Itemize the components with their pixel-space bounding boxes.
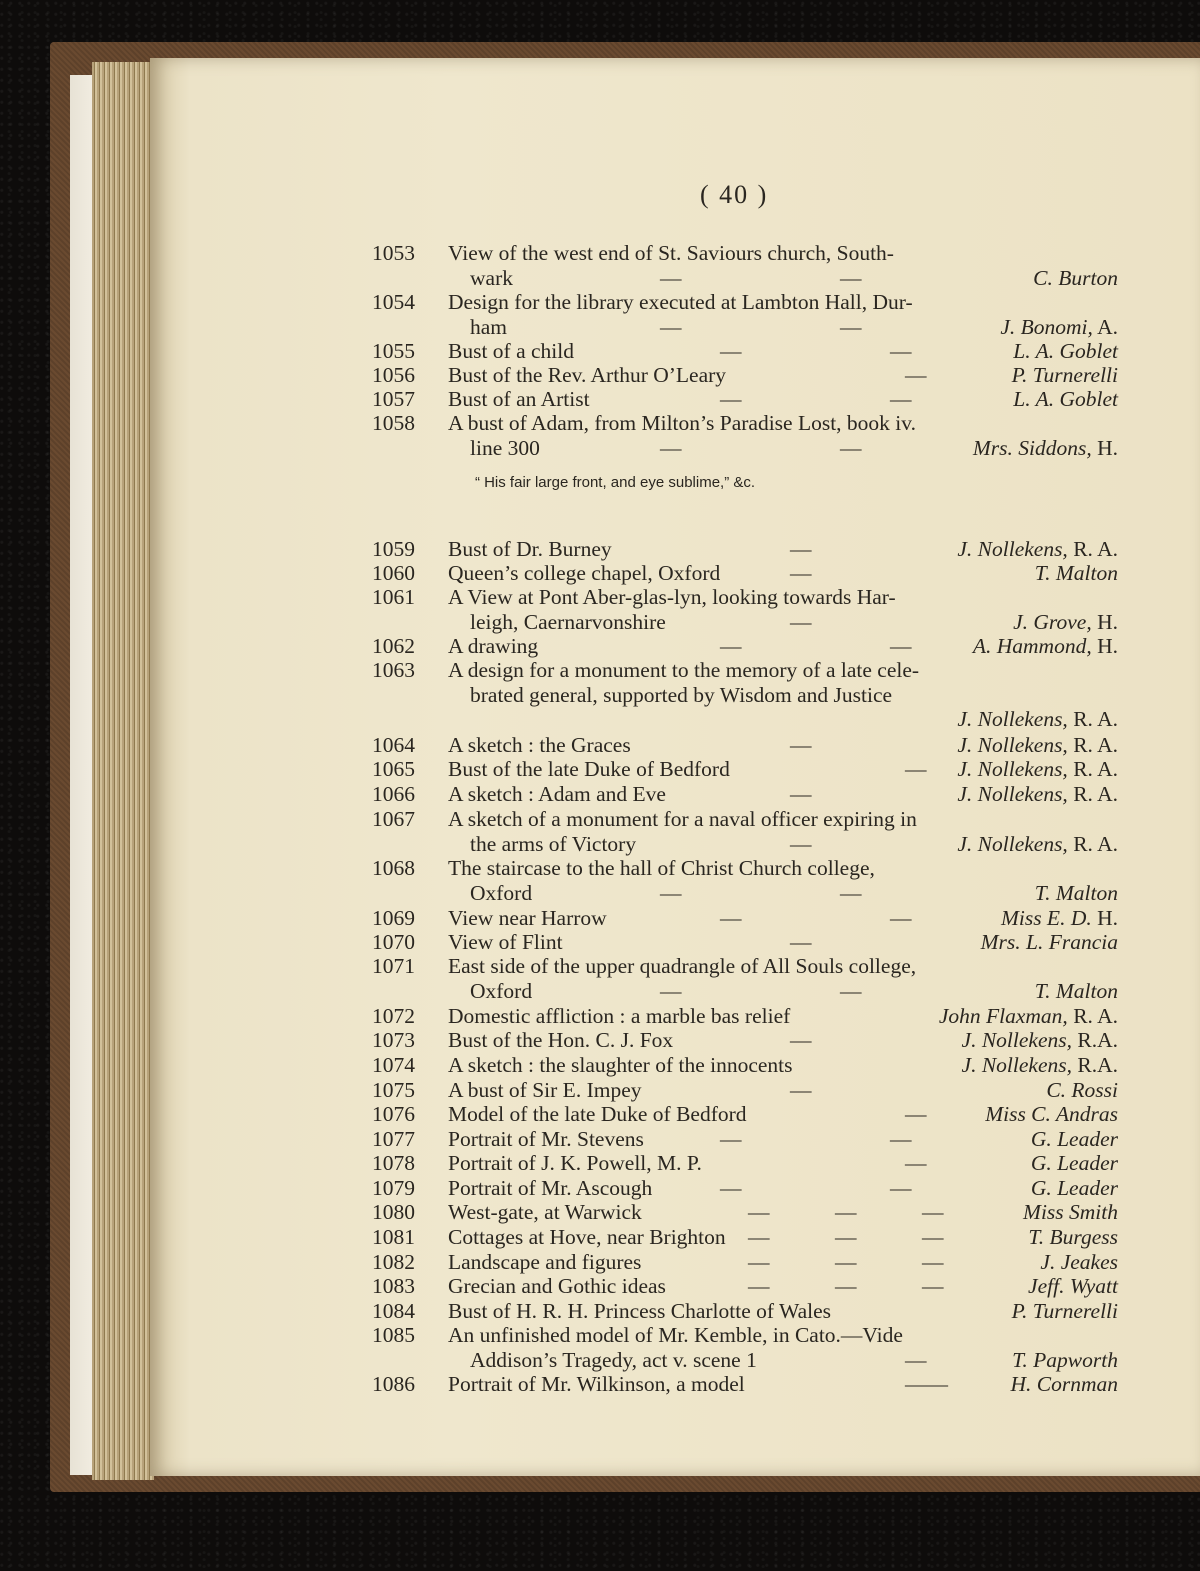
artist-rank: H.: [1091, 906, 1118, 930]
entry-title: East side of the upper quadrangle of All Souls college,: [448, 954, 917, 978]
entry-line: [0, 806, 1200, 832]
entry-number: 1078: [372, 1151, 415, 1175]
leader-dash: —: [922, 1274, 944, 1298]
entry-artist: [1012, 1298, 1118, 1324]
entry-line: [0, 855, 1200, 881]
leader-dash: —: [720, 1127, 742, 1151]
entry-number: 1085: [372, 1323, 415, 1347]
leader-dash: —: [748, 1200, 770, 1224]
entry-number: 1053: [372, 241, 415, 265]
artist-name: L. A. Goblet: [1013, 387, 1118, 411]
entry-artist-line: [0, 560, 1200, 586]
leader-dash: —: [660, 978, 682, 1003]
entry-artist-line: [0, 1003, 1200, 1029]
entry-artist-line: [0, 1101, 1200, 1127]
artist-name: G. Leader: [1030, 1151, 1118, 1175]
entry-artist-line: [0, 1199, 1200, 1225]
entry-title: the arms of Victory: [470, 831, 637, 856]
entry-artist-line: [0, 536, 1200, 562]
entry-line: [0, 657, 1200, 683]
epigraph-quote: “ His fair large front, and eye sublime,” &c.: [474, 474, 756, 491]
leader-dash: —: [890, 1127, 912, 1151]
entry-number: 1067: [372, 807, 415, 831]
entry-artist: [1035, 560, 1118, 586]
artist-name: J. Nollekens,: [957, 831, 1068, 856]
artist-name: Mrs. L. Francia: [980, 930, 1118, 954]
leader-dash: —: [840, 314, 862, 339]
leader-dash: —: [840, 435, 862, 460]
leader-dash: —: [660, 314, 682, 339]
entry-title: Bust of the Rev. Arthur O’Leary: [448, 363, 727, 387]
entry-title: A sketch : Adam and Eve: [448, 782, 666, 806]
entry-artist: [981, 929, 1118, 955]
entry-title: Cottages at Hove, near Brighton: [448, 1225, 726, 1249]
leader-dash: —: [835, 1250, 857, 1274]
entry-title: View of Flint: [448, 930, 563, 954]
leader-dash: —: [748, 1250, 770, 1274]
entry-artist: [1046, 1077, 1118, 1103]
entry-artist: [962, 1027, 1118, 1053]
entry-artist-line: [0, 338, 1200, 364]
artist-name: G. Leader: [1030, 1176, 1118, 1200]
entry-title: leigh, Caernarvonshire: [470, 609, 666, 634]
entry-title: Domestic affliction : a marble bas relief: [448, 1004, 791, 1028]
entry-title: A sketch of a monument for a naval officer expiring in: [448, 807, 917, 831]
entry-number: 1082: [372, 1250, 415, 1274]
artist-rank: R. A.: [1067, 782, 1118, 806]
artist-rank: R. A.: [1067, 757, 1118, 781]
leader-dash: —: [905, 1347, 927, 1372]
entry-artist: [1033, 265, 1118, 291]
entry-artist-line: [0, 314, 1200, 340]
entry-artist: [1035, 978, 1118, 1004]
entry-artist: [973, 435, 1118, 461]
entry-artist: [962, 1052, 1118, 1078]
leader-dash: —: [890, 339, 912, 363]
artist-name: Miss C. Andras: [985, 1102, 1118, 1126]
artist-name: J. Grove,: [1013, 609, 1092, 634]
entry-artist-line: [0, 386, 1200, 412]
entry-title: View of the west end of St. Saviours church, South-: [448, 241, 894, 265]
artist-name: T. Papworth: [1012, 1347, 1118, 1372]
entry-line: [0, 953, 1200, 979]
entry-artist-line: [0, 831, 1200, 857]
artist-name: T. Malton: [1034, 978, 1118, 1003]
leader-dash: ——: [905, 1372, 948, 1396]
artist-name: J. Nollekens,: [957, 782, 1068, 806]
entry-title: A sketch : the slaughter of the innocents: [448, 1053, 793, 1077]
leader-dash: —: [748, 1225, 770, 1249]
entry-number: 1063: [372, 658, 415, 682]
leader-dash: —: [922, 1250, 944, 1274]
artist-name: T. Malton: [1034, 880, 1118, 905]
entry-number: 1058: [372, 411, 415, 435]
entry-title: A drawing: [448, 634, 539, 658]
entry-number: 1075: [372, 1078, 415, 1102]
entry-line: [0, 682, 1200, 708]
artist-name: J. Nollekens,: [957, 537, 1068, 561]
entry-number: 1066: [372, 782, 415, 806]
artist-name: Miss Smith: [1023, 1200, 1118, 1224]
entry-number: 1059: [372, 537, 415, 561]
entry-artist: [1012, 362, 1118, 388]
entry-artist: [939, 1003, 1118, 1029]
leader-dash: —: [790, 733, 812, 757]
entry-title: Design for the library executed at Lambton Hall, Dur-: [448, 290, 913, 314]
leader-dash: —: [660, 880, 682, 905]
entry-title: View near Harrow: [448, 906, 607, 930]
entry-artist-line: [0, 1175, 1200, 1201]
leader-dash: —: [890, 387, 912, 411]
entry-number: 1055: [372, 339, 415, 363]
entry-artist: [1012, 1347, 1118, 1373]
leader-dash: —: [890, 906, 912, 930]
entry-title: A sketch : the Graces: [448, 733, 631, 757]
leader-dash: —: [790, 561, 812, 585]
entry-artist: [1000, 314, 1118, 340]
entry-artist-line: [0, 1052, 1200, 1078]
entry-artist-line: [0, 1126, 1200, 1152]
entry-artist: [1031, 1175, 1118, 1201]
entry-title: Bust of H. R. H. Princess Charlotte of Wales: [448, 1299, 832, 1323]
artist-name: Miss E. D.: [1000, 906, 1092, 930]
artist-name: J. Nollekens,: [957, 757, 1068, 781]
entry-title: Bust of Dr. Burney: [448, 537, 612, 561]
leader-dash: —: [720, 634, 742, 658]
entry-line: [0, 1322, 1200, 1348]
artist-name: G. Leader: [1030, 1127, 1118, 1151]
artist-rank: R. A.: [1067, 733, 1118, 757]
leader-dash: —: [905, 757, 927, 781]
entry-artist-line: [0, 732, 1200, 758]
entry-artist: [957, 781, 1118, 807]
entry-title: A design for a monument to the memory of a late cele-: [448, 658, 920, 682]
leader-dash: —: [790, 782, 812, 806]
leader-dash: —: [922, 1200, 944, 1224]
entry-artist-line: [0, 435, 1200, 461]
entry-artist: [957, 732, 1118, 758]
entry-line: [0, 289, 1200, 315]
entry-title: A bust of Adam, from Milton’s Paradise Lost, book iv.: [448, 411, 917, 435]
entry-number: 1068: [372, 856, 415, 880]
entry-artist: [957, 706, 1118, 732]
entry-title: line 300: [470, 435, 540, 460]
entry-number: 1056: [372, 363, 415, 387]
artist-name: Jeff. Wyatt: [1028, 1274, 1118, 1298]
artist-name: T. Burgess: [1028, 1225, 1118, 1249]
artist-name: P. Turnerelli: [1011, 1299, 1118, 1323]
leader-dash: —: [720, 387, 742, 411]
artist-name: John Flaxman,: [938, 1004, 1068, 1028]
leader-dash: —: [835, 1274, 857, 1298]
entry-title: Oxford: [470, 880, 533, 905]
artist-name: J. Nollekens,: [961, 1053, 1072, 1077]
entry-number: 1083: [372, 1274, 415, 1298]
entry-number: 1069: [372, 906, 415, 930]
leader-dash: —: [835, 1200, 857, 1224]
entry-number: 1079: [372, 1176, 415, 1200]
leader-dash: —: [905, 1151, 927, 1175]
entry-number: 1076: [372, 1102, 415, 1126]
entry-artist-line: [0, 1347, 1200, 1373]
entry-line: [0, 584, 1200, 610]
leader-dash: —: [660, 265, 682, 290]
entry-title: Portrait of J. K. Powell, M. P.: [448, 1151, 702, 1175]
entry-title: A bust of Sir E. Impey: [448, 1078, 642, 1102]
entry-number: 1065: [372, 757, 415, 781]
entry-artist-line: [0, 1249, 1200, 1275]
entry-artist-line: [0, 1371, 1200, 1397]
entry-title: Queen’s college chapel, Oxford: [448, 561, 721, 585]
artist-name: J. Bonomi,: [1000, 314, 1093, 339]
entry-number: 1074: [372, 1053, 415, 1077]
artist-rank: A.: [1092, 314, 1118, 339]
entry-artist: [1035, 880, 1118, 906]
artist-name: J. Nollekens,: [961, 1028, 1072, 1052]
entry-artist: [1040, 1249, 1118, 1275]
entry-number: 1057: [372, 387, 415, 411]
entry-title: Bust of the Hon. C. J. Fox: [448, 1028, 674, 1052]
entry-title: Bust of a child: [448, 339, 574, 363]
entry-artist-line: [0, 1298, 1200, 1324]
entry-artist-line: [0, 756, 1200, 782]
leader-dash: —: [905, 1102, 927, 1126]
entry-artist: [957, 756, 1118, 782]
artist-name: P. Turnerelli: [1011, 363, 1118, 387]
entry-number: 1080: [372, 1200, 415, 1224]
leader-dash: —: [790, 609, 812, 634]
entry-artist: [973, 633, 1118, 659]
leader-dash: —: [840, 978, 862, 1003]
leader-dash: —: [790, 930, 812, 954]
entry-artist-line: [0, 1150, 1200, 1176]
entry-artist-line: [0, 781, 1200, 807]
leader-dash: —: [840, 265, 862, 290]
entry-title: Portrait of Mr. Stevens: [448, 1127, 644, 1151]
entry-artist: [1010, 1371, 1118, 1397]
entry-title: wark: [470, 265, 513, 290]
artist-rank: H.: [1091, 435, 1118, 460]
leader-dash: —: [890, 634, 912, 658]
entry-number: 1072: [372, 1004, 415, 1028]
entry-artist-line: [0, 1077, 1200, 1103]
entry-artist: [1031, 1150, 1118, 1176]
leader-dash: —: [840, 880, 862, 905]
entry-title: Oxford: [470, 978, 533, 1003]
entry-title: Grecian and Gothic ideas: [448, 1274, 666, 1298]
entry-artist-line: [0, 609, 1200, 635]
entry-artist: [1013, 338, 1118, 364]
leader-dash: —: [790, 1078, 812, 1102]
entry-artist-line: [0, 905, 1200, 931]
entry-artist-line: [0, 362, 1200, 388]
entry-number: 1054: [372, 290, 415, 314]
entry-artist: [957, 831, 1118, 857]
entry-artist: [1031, 1126, 1118, 1152]
entry-title: Bust of the late Duke of Bedford: [448, 757, 730, 781]
artist-name: C. Rossi: [1046, 1078, 1118, 1102]
artist-name: H. Cornman: [1010, 1372, 1118, 1396]
entry-number: 1077: [372, 1127, 415, 1151]
leader-dash: —: [890, 1176, 912, 1200]
entry-title: Landscape and figures: [448, 1250, 642, 1274]
entry-artist: [1013, 386, 1118, 412]
entry-number: 1062: [372, 634, 415, 658]
entry-line: [0, 410, 1200, 436]
leader-dash: —: [790, 831, 812, 856]
entry-number: 1073: [372, 1028, 415, 1052]
entry-artist: [1013, 609, 1118, 635]
entry-artist: [1001, 905, 1118, 931]
entry-artist-line: [0, 633, 1200, 659]
leader-dash: —: [660, 435, 682, 460]
entry-line: [0, 240, 1200, 266]
entry-number: 1071: [372, 954, 415, 978]
entry-artist-line: [0, 880, 1200, 906]
entry-artist: [957, 536, 1118, 562]
entry-artist-line: [0, 265, 1200, 291]
artist-name: L. A. Goblet: [1013, 339, 1118, 363]
entry-title: An unfinished model of Mr. Kemble, in Cato.—Vide: [448, 1323, 903, 1347]
artist-name: J. Jeakes: [1040, 1250, 1118, 1274]
entry-artist-line: [0, 1224, 1200, 1250]
leader-dash: —: [790, 537, 812, 561]
entry-title: Addison’s Tragedy, act v. scene 1: [470, 1347, 757, 1372]
leader-dash: —: [790, 1028, 812, 1052]
leader-dash: —: [922, 1225, 944, 1249]
artist-name: T. Malton: [1034, 561, 1118, 585]
artist-rank: R. A.: [1067, 707, 1118, 731]
leader-dash: —: [720, 906, 742, 930]
entry-artist: [985, 1101, 1118, 1127]
leader-dash: —: [748, 1274, 770, 1298]
artist-rank: R. A.: [1067, 831, 1118, 856]
entry-title: West-gate, at Warwick: [448, 1200, 642, 1224]
entry-number: 1061: [372, 585, 415, 609]
entry-artist-line: [0, 706, 1200, 732]
artist-rank: H.: [1091, 634, 1118, 658]
entry-artist-line: [0, 929, 1200, 955]
entry-title: Bust of an Artist: [448, 387, 590, 411]
entry-number: 1070: [372, 930, 415, 954]
page-number: ( 40 ): [700, 180, 769, 209]
leader-dash: —: [720, 1176, 742, 1200]
artist-name: J. Nollekens,: [957, 707, 1068, 731]
entry-artist-line: [0, 978, 1200, 1004]
artist-name: Mrs. Siddons,: [972, 435, 1092, 460]
entry-number: 1081: [372, 1225, 415, 1249]
artist-rank: R. A.: [1067, 537, 1118, 561]
artist-name: J. Nollekens,: [957, 733, 1068, 757]
entry-title: Model of the late Duke of Bedford: [448, 1102, 747, 1126]
entry-title: The staircase to the hall of Christ Church college,: [448, 856, 875, 880]
entry-number: 1060: [372, 561, 415, 585]
artist-name: A. Hammond,: [972, 634, 1092, 658]
artist-name: C. Burton: [1033, 265, 1118, 290]
entry-number: 1084: [372, 1299, 415, 1323]
entry-title: brated general, supported by Wisdom and Justice: [470, 682, 893, 707]
leader-dash: —: [905, 363, 927, 387]
entry-title: ham: [470, 314, 508, 339]
entry-title: A View at Pont Aber-glas-lyn, looking towards Har-: [448, 585, 896, 609]
artist-rank: H.: [1091, 609, 1118, 634]
artist-rank: R.A.: [1072, 1053, 1118, 1077]
artist-rank: R.A.: [1072, 1028, 1118, 1052]
entry-title: Portrait of Mr. Ascough: [448, 1176, 653, 1200]
leader-dash: —: [835, 1225, 857, 1249]
entry-artist-line: [0, 1273, 1200, 1299]
entry-number: 1086: [372, 1372, 415, 1396]
entry-artist-line: [0, 1027, 1200, 1053]
artist-rank: R. A.: [1067, 1004, 1118, 1028]
entry-artist: [1028, 1224, 1118, 1250]
entry-title: Portrait of Mr. Wilkinson, a model: [448, 1372, 745, 1396]
leader-dash: —: [720, 339, 742, 363]
entry-number: 1064: [372, 733, 415, 757]
entry-artist: [1023, 1199, 1118, 1225]
entry-artist: [1028, 1273, 1118, 1299]
